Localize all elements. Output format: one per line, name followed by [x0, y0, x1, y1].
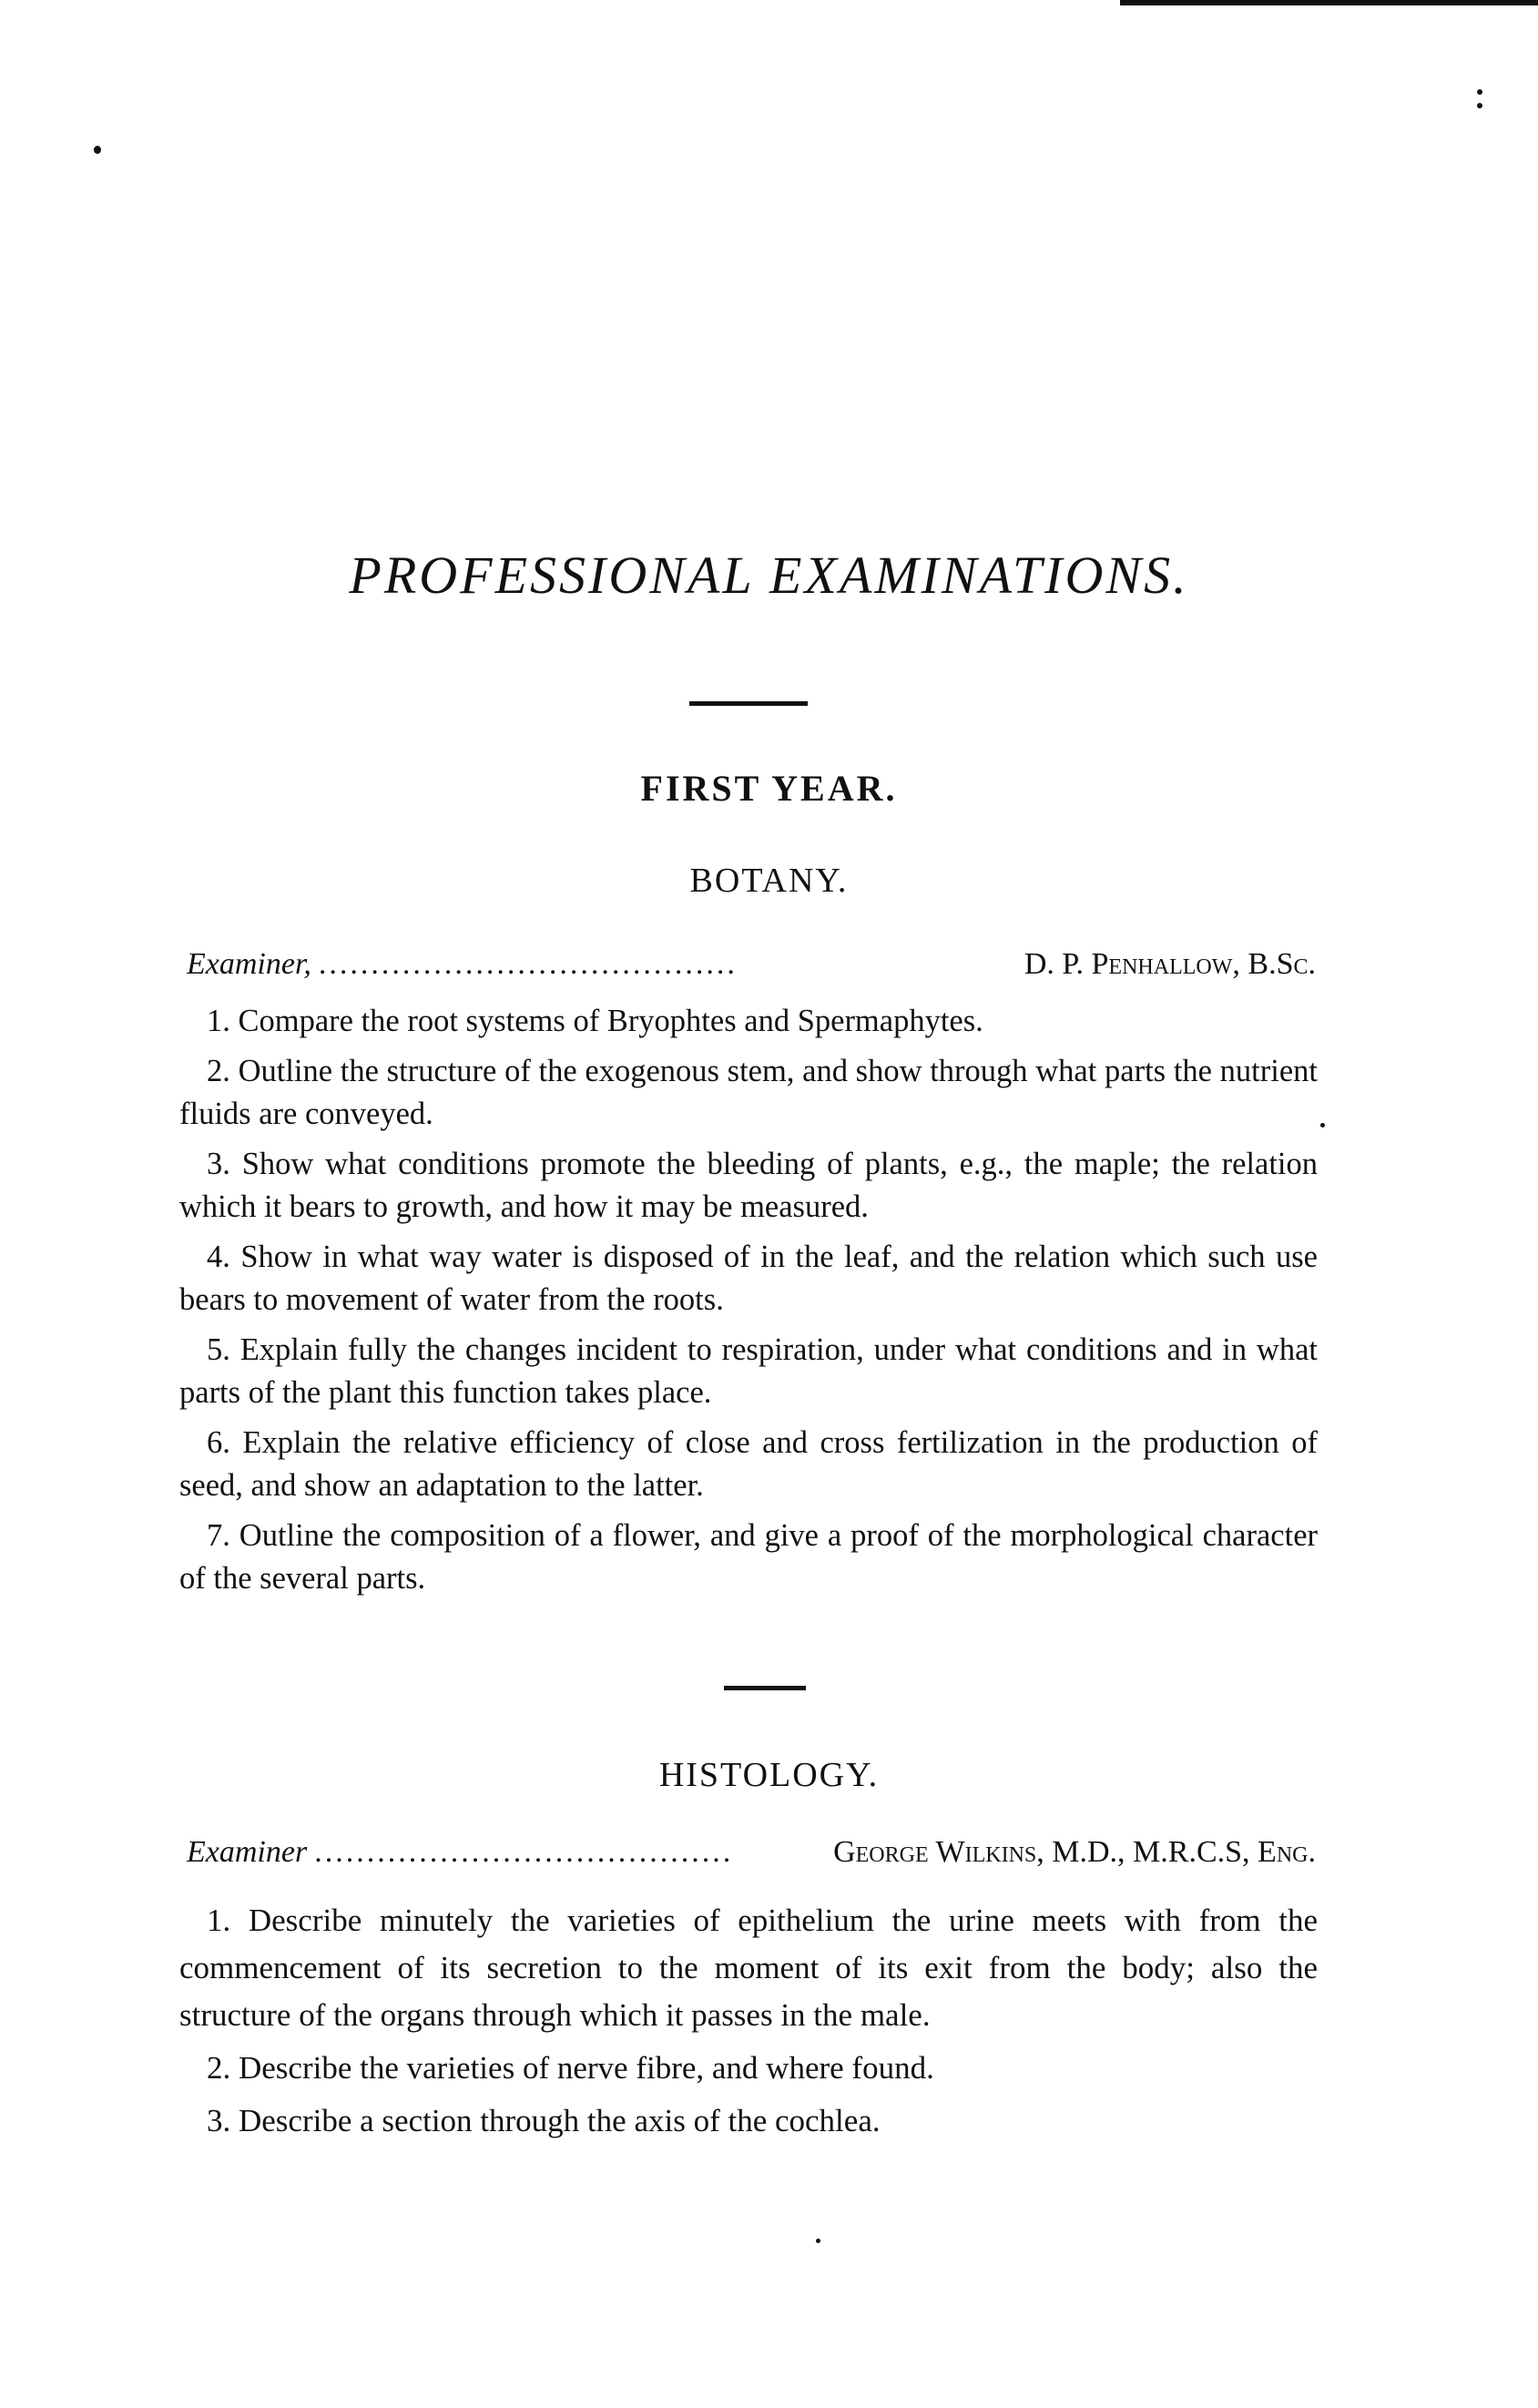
question-item: 3. Show what conditions promote the bleeding of plants, e.g., the maple; the relation which it bears to growth, and how it may be measured.: [179, 1147, 1318, 1224]
examiner-name: D. P. Penhallow, B.Sc.: [1024, 947, 1316, 981]
scan-speck: [816, 2239, 820, 2243]
histology-examiner-line: [187, 1835, 1316, 1870]
botany-question-list: [179, 1000, 1318, 1607]
examiner-label: Examiner,: [187, 947, 311, 981]
question-item: 3. Describe a section through the axis of the cochlea.: [207, 2103, 881, 2138]
examiner-label: Examiner: [187, 1835, 308, 1869]
title-divider: [689, 701, 808, 706]
scan-speck: [1477, 89, 1482, 95]
scan-speck: [1477, 103, 1482, 108]
question-item: 5. Explain fully the changes incident to respiration, under what conditions and in what parts of the plant this function takes place.: [179, 1332, 1318, 1410]
scan-edge-rule: [1120, 0, 1538, 5]
leader-dots: ........................................: [318, 947, 738, 981]
page-title: PROFESSIONAL EXAMINATIONS.: [349, 546, 1189, 605]
examiner-name: George Wilkins, M.D., M.R.C.S, Eng.: [833, 1835, 1316, 1869]
question-item: 7. Outline the composition of a flower, and give a proof of the morphological character of the several parts.: [179, 1518, 1318, 1596]
botany-examiner-line: [187, 947, 1316, 982]
question-item: 4. Show in what way water is disposed of in the leaf, and the relation which such use bears to movement of water from the roots.: [179, 1240, 1318, 1317]
histology-heading: HISTOLOGY.: [658, 1756, 880, 1794]
question-item: 1. Describe minutely the varieties of epithelium the urine meets with from the commencement of its secretion to the moment of its exit from the body; also the structure of the organs through which it passes in the male.: [179, 1903, 1318, 2033]
leader-dots: ........................................: [314, 1835, 734, 1869]
question-item: 6. Explain the relative efficiency of close and cross fertilization in the production of seed, and show an adaptation to the latter.: [179, 1425, 1318, 1503]
question-item: 2. Describe the varieties of nerve fibre, and where found.: [207, 2050, 934, 2086]
scan-speck: [1320, 1123, 1325, 1127]
histology-question-list: [179, 1897, 1318, 2150]
question-item: 1. Compare the root systems of Bryophtes and Spermaphytes.: [207, 1004, 983, 1038]
section-divider: [724, 1686, 806, 1690]
question-item: 2. Outline the structure of the exogenous stem, and show through what parts the nutrient fluids are conveyed.: [179, 1054, 1318, 1131]
scan-speck: [94, 146, 101, 154]
botany-heading: BOTANY.: [689, 862, 849, 900]
first-year-heading: FIRST YEAR.: [640, 768, 898, 809]
